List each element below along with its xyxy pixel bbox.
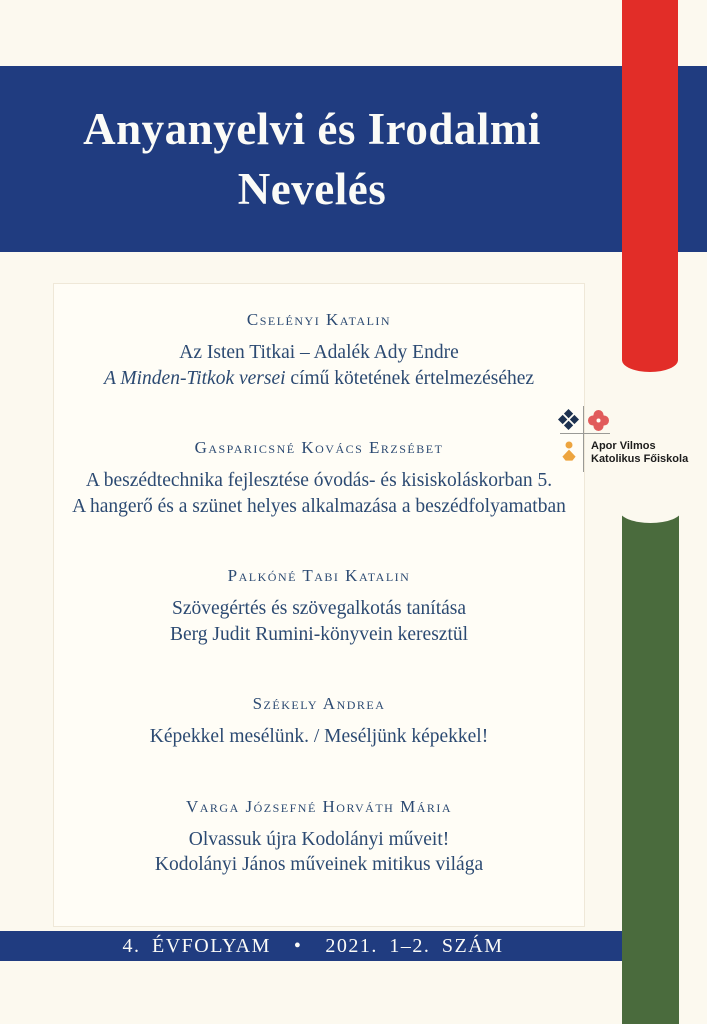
diamond-icon [558, 409, 579, 430]
article-title-line: Képekkel mesélünk. / Meséljünk képekkel! [149, 726, 489, 747]
college-name [591, 440, 688, 466]
article-entry [54, 309, 584, 391]
article-entry [54, 437, 584, 519]
flower-icon [588, 410, 609, 431]
article-author: Székely Andrea [252, 694, 386, 713]
article-title-line: Az Isten Titkai – Adalék Ady Endre [179, 342, 459, 363]
green-ribbon-stripe [622, 510, 679, 1024]
article-author: Gasparicsné Kovács Erzsébet [194, 438, 444, 457]
college-name-line1: Apor Vilmos [591, 440, 656, 452]
volume-issue-info: 4. ÉVFOLYAM • 2021. 1–2. SZÁM [122, 934, 504, 957]
college-logo [548, 398, 707, 478]
article-entry [54, 796, 584, 878]
article-author: Palkóné Tabi Katalin [227, 566, 411, 585]
header-band [0, 66, 707, 252]
article-entry [54, 565, 584, 647]
article-title-line: Olvassuk újra Kodolányi műveit! [188, 828, 450, 850]
article-entry [54, 693, 584, 750]
person-icon [560, 441, 578, 462]
journal-title-line1: Anyanyelvi és Irodalmi [83, 104, 541, 154]
article-author: Varga Józsefné Horváth Mária [185, 796, 453, 816]
article-title-line: A beszédtechnika fejlesztése óvodás- és kisiskoláskorban 5. [85, 470, 553, 491]
table-of-contents-card [53, 283, 585, 927]
college-name-line2: Katolikus Főiskola [591, 453, 689, 465]
article-title-line: Kodolányi János műveinek mitikus világa [154, 854, 484, 875]
footer-band [0, 931, 660, 961]
article-author: Cselényi Katalin [246, 310, 392, 329]
article-title-line: A hangerő és a szünet helyes alkalmazása a beszédfolyamatban [72, 495, 566, 517]
red-ribbon-stripe [622, 0, 678, 372]
journal-title-line2: Nevelés [237, 164, 387, 214]
article-title-line: Szövegértés és szövegalkotás tanítása [171, 598, 467, 619]
logo-divider-vertical [583, 406, 584, 472]
article-title-line: A Minden-Titkok versei című kötetének értelmezéséhez [103, 367, 535, 389]
logo-divider-horizontal [560, 433, 610, 434]
article-title-line: Berg Judit Rumini-könyvein keresztül [169, 623, 469, 645]
